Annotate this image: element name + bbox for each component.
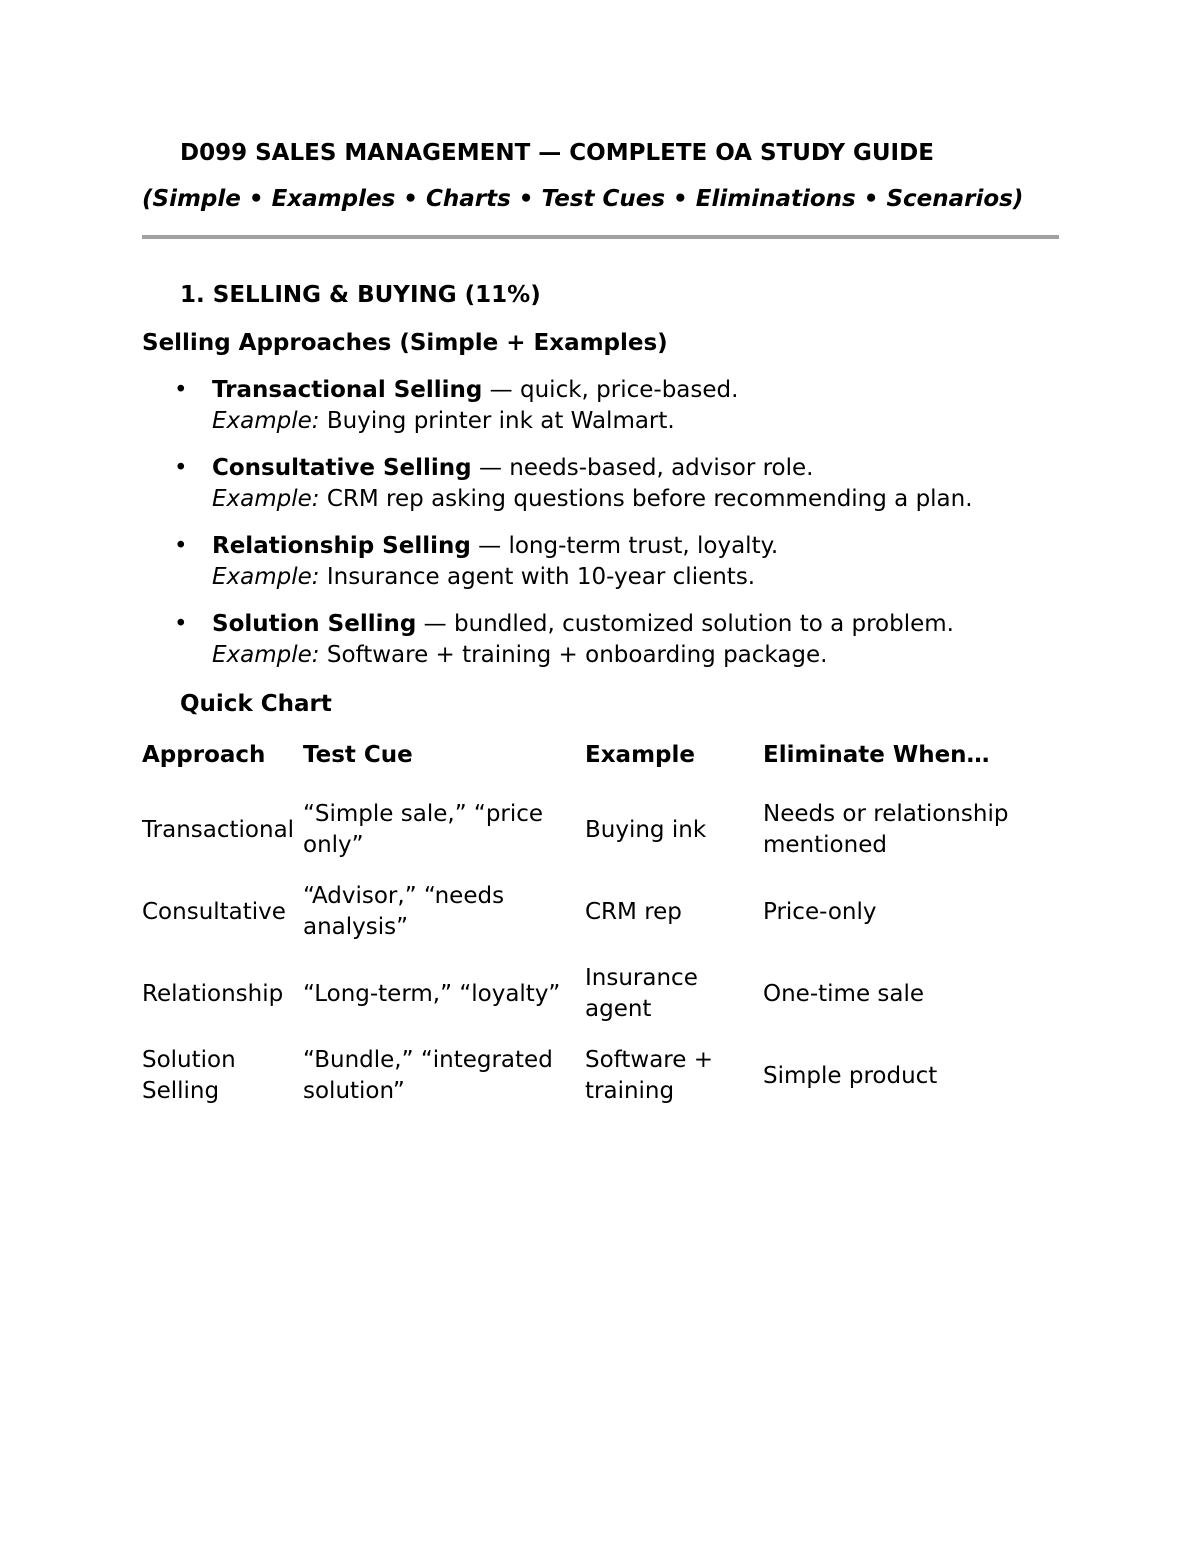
approach-description: — needs-based, advisor role. (471, 455, 814, 481)
list-item-transactional (142, 375, 1082, 437)
table-cell (585, 789, 763, 871)
column-header-approach: Approach (142, 742, 266, 768)
approach-name: Relationship Selling (212, 533, 471, 559)
example-text: Software + training + onboarding package. (319, 642, 828, 668)
bullet-icon: • (174, 455, 188, 481)
bullet-icon: • (174, 611, 188, 637)
cell-text: Consultative (142, 898, 286, 925)
example-label: Example: (212, 564, 320, 590)
cell-text: Price-only (763, 898, 877, 925)
list-item-consultative (142, 453, 1082, 515)
table-cell (142, 953, 303, 1035)
section-heading: 1. SELLING & BUYING (11%) (180, 282, 541, 308)
approach-list (142, 375, 1082, 687)
table-cell (763, 1035, 1053, 1117)
list-item-solution (142, 609, 1082, 671)
table-cell (763, 871, 1053, 953)
approach-description: — bundled, customized solution to a problem. (416, 611, 954, 637)
approach-name: Consultative Selling (212, 455, 472, 481)
page-subtitle: (Simple • Examples • Charts • Test Cues • Eliminations • Scenarios) (142, 186, 1024, 212)
quick-chart-label: Quick Chart (180, 691, 332, 717)
column-header-example: Example (585, 742, 695, 768)
table-row (142, 953, 1053, 1035)
cell-text: “Bundle,” “integrated solution” (303, 1047, 553, 1104)
quick-chart-table (142, 738, 1053, 1117)
table-cell (585, 871, 763, 953)
cell-text: Insurance agent (585, 965, 698, 1022)
column-header-test-cue: Test Cue (303, 742, 413, 768)
table-cell (142, 789, 303, 871)
cell-text: “Simple sale,” “price only” (303, 801, 544, 858)
table-cell (585, 953, 763, 1035)
example-text: Insurance agent with 10-year clients. (319, 564, 756, 590)
cell-text: CRM rep (585, 898, 682, 925)
cell-text: Software + training (585, 1047, 713, 1104)
column-header-eliminate-when: Eliminate When… (763, 742, 990, 768)
table-cell (303, 953, 585, 1035)
table-row (142, 789, 1053, 871)
table-cell (303, 789, 585, 871)
approach-description: — quick, price-based. (482, 377, 739, 403)
table-cell (763, 953, 1053, 1035)
table-row (142, 1035, 1053, 1117)
example-text: CRM rep asking questions before recommending a plan. (319, 486, 973, 512)
approach-name: Solution Selling (212, 611, 417, 637)
cell-text: Transactional (142, 816, 295, 843)
cell-text: Needs or relationship mentioned (763, 801, 1009, 858)
table-cell (585, 1035, 763, 1117)
approach-name: Transactional Selling (212, 377, 483, 403)
table-cell (763, 789, 1053, 871)
example-label: Example: (212, 642, 320, 668)
approach-description: — long-term trust, loyalty. (470, 533, 779, 559)
cell-text: “Advisor,” “needs analysis” (303, 883, 505, 940)
horizontal-divider (142, 235, 1059, 239)
table-cell (303, 871, 585, 953)
cell-text: One-time sale (763, 980, 925, 1007)
cell-text: Simple product (763, 1062, 938, 1089)
table-header-row (142, 738, 1053, 789)
table-cell (303, 1035, 585, 1117)
table-cell (142, 871, 303, 953)
example-text: Buying printer ink at Walmart. (319, 408, 675, 434)
bullet-icon: • (174, 533, 188, 559)
cell-text: Relationship (142, 980, 284, 1007)
selling-approaches-heading: Selling Approaches (Simple + Examples) (142, 330, 668, 356)
cell-text: “Long-term,” “loyalty” (303, 980, 561, 1007)
page-title: D099 SALES MANAGEMENT — COMPLETE OA STUDY GUIDE (180, 140, 934, 166)
bullet-icon: • (174, 377, 188, 403)
table-row (142, 871, 1053, 953)
example-label: Example: (212, 486, 320, 512)
table-cell (142, 1035, 303, 1117)
example-label: Example: (212, 408, 320, 434)
cell-text: Solution Selling (142, 1047, 236, 1104)
list-item-relationship (142, 531, 1082, 593)
cell-text: Buying ink (585, 816, 707, 843)
